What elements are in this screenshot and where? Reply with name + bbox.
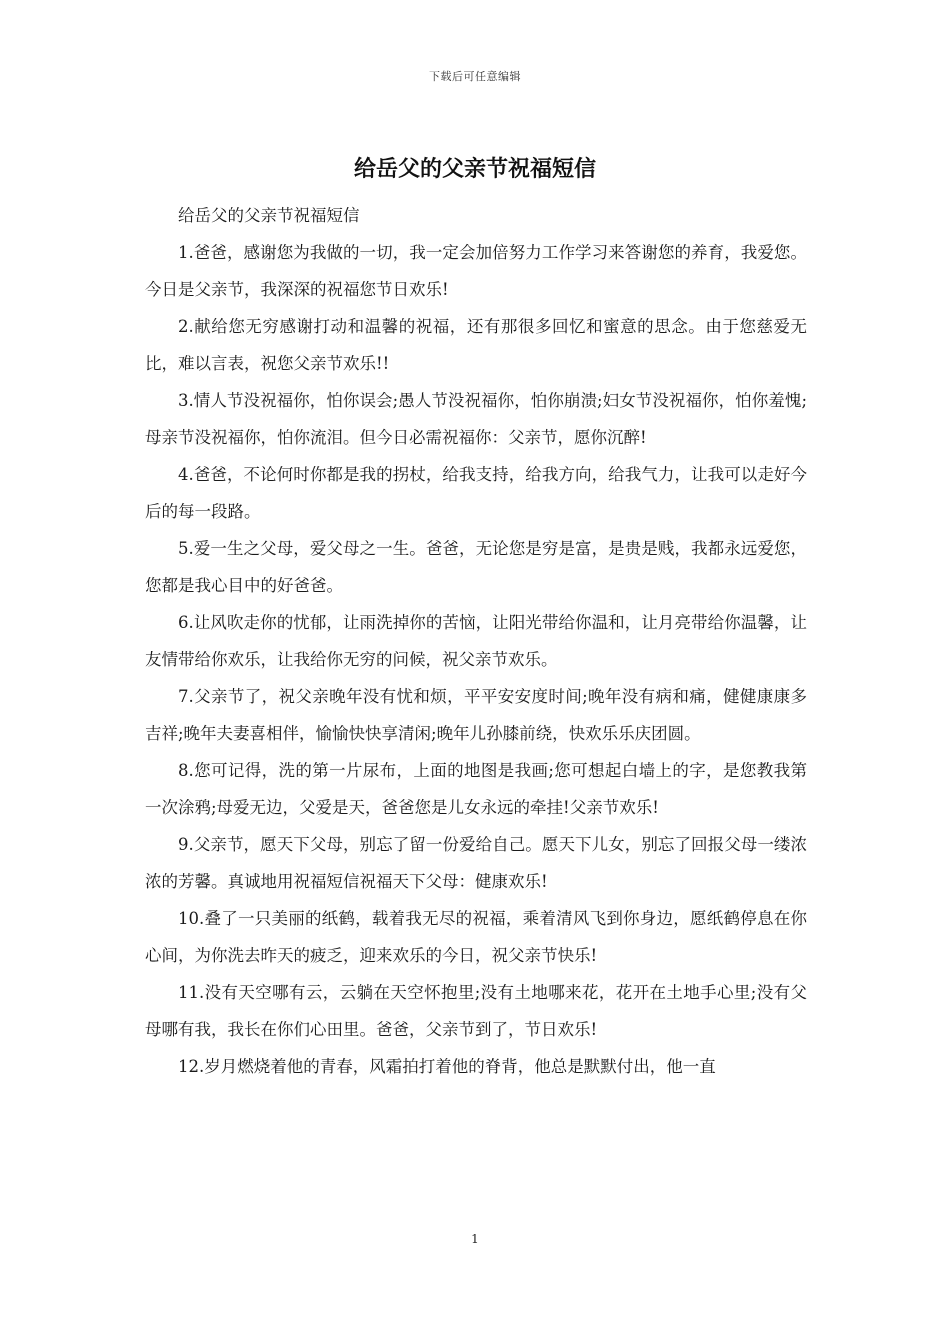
paragraph-1: 1.爸爸，感谢您为我做的一切，我一定会加倍努力工作学习来答谢您的养育，我爱您。今日是父亲节，我深深的祝福您节日欢乐! — [145, 243, 807, 299]
page-header-note: 下载后可任意编辑 — [429, 70, 521, 83]
paragraph-subtitle: 给岳父的父亲节祝福短信 — [178, 206, 360, 225]
paragraph-7: 7.父亲节了，祝父亲晚年没有忧和烦，平平安安度时间;晚年没有病和痛，健健康康多吉祥;晚年夫妻喜相伴，愉愉快快享清闲;晚年儿孙膝前绕，快欢乐乐庆团圆。 — [145, 687, 807, 743]
paragraph-4: 4.爸爸，不论何时你都是我的拐杖，给我支持，给我方向，给我气力，让我可以走好今后的每一段路。 — [145, 465, 807, 521]
paragraph-5: 5.爱一生之父母，爱父母之一生。爸爸，无论您是穷是富，是贵是贱，我都永远爱您，您都是我心目中的好爸爸。 — [145, 539, 807, 595]
paragraph-10: 10.叠了一只美丽的纸鹤，载着我无尽的祝福，乘着清风飞到你身边，愿纸鹤停息在你心间，为你洗去昨天的疲乏，迎来欢乐的今日，祝父亲节快乐! — [145, 909, 807, 965]
paragraph-8: 8.您可记得，洗的第一片尿布，上面的地图是我画;您可想起白墙上的字，是您教我第一次涂鸦;母爱无边，父爱是天，爸爸您是儿女永远的牵挂!父亲节欢乐! — [145, 761, 807, 817]
paragraph-6: 6.让风吹走你的忧郁，让雨洗掉你的苦恼，让阳光带给你温和，让月亮带给你温馨，让友情带给你欢乐，让我给你无穷的问候，祝父亲节欢乐。 — [145, 613, 807, 669]
paragraph-12: 12.岁月燃烧着他的青春，风霜拍打着他的脊背，他总是默默付出，他一直 — [178, 1057, 716, 1076]
page-number: 1 — [471, 1232, 479, 1246]
document-title: 给岳父的父亲节祝福短信 — [353, 156, 596, 182]
paragraph-2: 2.献给您无穷感谢打动和温馨的祝福，还有那很多回忆和蜜意的思念。由于您慈爱无比，难以言表，祝您父亲节欢乐!! — [145, 317, 807, 373]
paragraph-11: 11.没有天空哪有云，云躺在天空怀抱里;没有土地哪来花，花开在土地手心里;没有父母哪有我，我长在你们心田里。爸爸，父亲节到了，节日欢乐! — [145, 983, 807, 1039]
paragraph-9: 9.父亲节，愿天下父母，别忘了留一份爱给自己。愿天下儿女，别忘了回报父母一缕浓浓的芳馨。真诚地用祝福短信祝福天下父母：健康欢乐! — [145, 835, 807, 891]
paragraph-3: 3.情人节没祝福你，怕你误会;愚人节没祝福你，怕你崩溃;妇女节没祝福你，怕你羞愧;母亲节没祝福你，怕你流泪。但今日必需祝福你：父亲节，愿你沉醉! — [145, 391, 807, 447]
document-body — [145, 197, 807, 1085]
